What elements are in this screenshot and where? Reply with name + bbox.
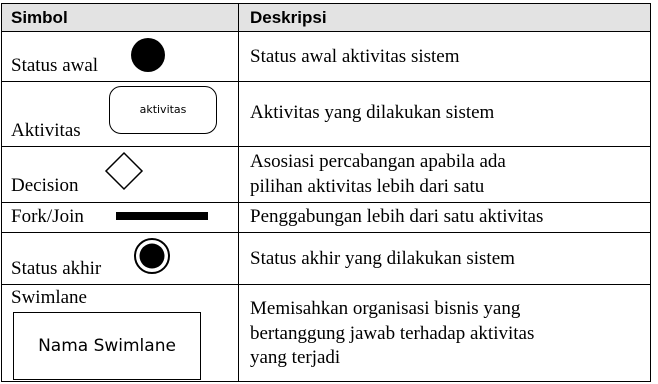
- column-divider: [238, 4, 239, 381]
- bullseye-circle-icon: [132, 236, 172, 276]
- swimlane-rectangle-icon: Nama Swimlane: [13, 312, 201, 380]
- symbol-label: Aktivitas: [11, 120, 81, 141]
- symbol-label: Status awal: [11, 55, 99, 76]
- description: Status akhir yang dilakukan sistem: [250, 248, 515, 269]
- table-row-fork-join: [2, 203, 650, 233]
- filled-circle-icon: [128, 35, 168, 75]
- symbol-label: Decision: [11, 175, 79, 196]
- thick-bar-icon: [116, 212, 208, 220]
- header-symbol: Simbol: [11, 8, 68, 27]
- description: Status awal aktivitas sistem: [250, 46, 460, 67]
- description-line-1: Asosiasi percabangan apabila ada: [250, 151, 506, 172]
- table-header: [2, 4, 650, 32]
- description-line-3: yang terjadi: [250, 347, 341, 368]
- symbol-label: Status akhir: [11, 258, 102, 279]
- table-row-swimlane: [2, 285, 650, 381]
- description-line-1: Memisahkan organisasi bisnis yang: [250, 298, 521, 319]
- description: Penggabungan lebih dari satu aktivitas: [250, 206, 544, 227]
- description: Aktivitas yang dilakukan sistem: [250, 102, 495, 123]
- uml-activity-symbol-table: [1, 3, 651, 382]
- table-row-status-awal: [2, 32, 650, 82]
- table-row-status-akhir: [2, 233, 650, 285]
- symbol-label: Swimlane: [11, 287, 87, 308]
- activity-rounded-rectangle-icon: aktivitas: [109, 86, 217, 134]
- table-row-decision: [2, 147, 650, 203]
- description-line-2: pilihan aktivitas lebih dari satu: [250, 176, 485, 197]
- description-line-2: bertanggung jawab terhadap aktivitas: [250, 323, 535, 344]
- symbol-label: Fork/Join: [11, 206, 84, 227]
- header-description: Deskripsi: [250, 8, 327, 27]
- diamond-icon: [104, 151, 144, 191]
- table-row-aktivitas: [2, 82, 650, 147]
